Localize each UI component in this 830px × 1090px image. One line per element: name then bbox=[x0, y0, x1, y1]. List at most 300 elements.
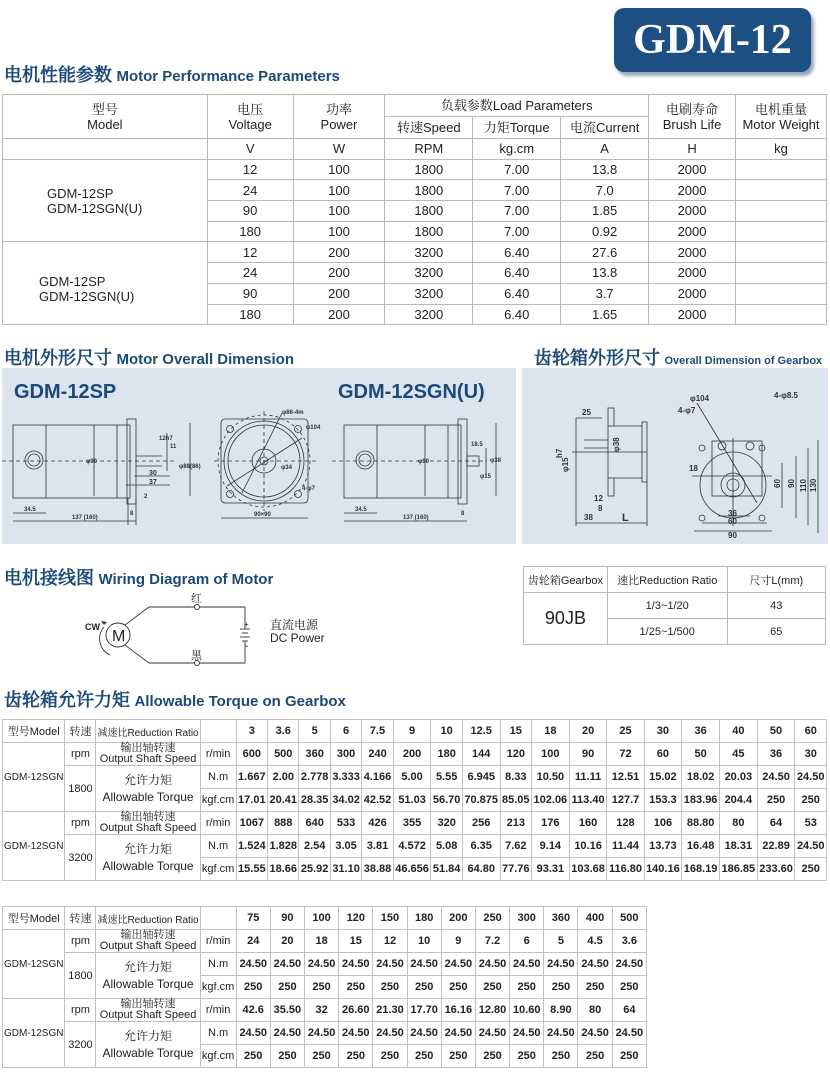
nm-cell: 11.11 bbox=[569, 766, 607, 789]
allowable-torque-label bbox=[96, 953, 200, 999]
units-empty bbox=[3, 139, 208, 160]
ratio-cell: 25 bbox=[607, 720, 644, 743]
rpm-label: rpm bbox=[65, 743, 96, 766]
value-cell: 7.00 bbox=[473, 159, 561, 180]
header-speed: 转速 bbox=[65, 907, 96, 930]
rmin-cell: 180 bbox=[431, 743, 462, 766]
kgf-cell: 25.92 bbox=[299, 858, 330, 881]
torque-en: Allowable Torque bbox=[102, 789, 194, 804]
nm-cell: 24.50 bbox=[510, 1022, 544, 1045]
header-brush-en: Brush Life bbox=[662, 116, 722, 132]
performance-title bbox=[4, 61, 340, 87]
dim-front-5: 90×90 bbox=[254, 512, 271, 518]
unit-nm: N.m bbox=[200, 953, 236, 976]
rmin-cell: 80 bbox=[719, 812, 757, 835]
rmin-cell: 6 bbox=[510, 930, 544, 953]
nm-cell: 18.02 bbox=[682, 766, 720, 789]
gb-dim-11: 4-φ8.5 bbox=[774, 391, 798, 400]
dim-sp-10: φ90 bbox=[86, 459, 97, 465]
nm-cell: 24.50 bbox=[510, 953, 544, 976]
rmin-cell: 10.60 bbox=[510, 999, 544, 1022]
rpm-label: rpm bbox=[65, 812, 96, 835]
kgf-cell: 250 bbox=[612, 976, 646, 999]
rmin-cell: 256 bbox=[462, 812, 500, 835]
kgf-cell: 103.68 bbox=[569, 858, 607, 881]
rmin-cell: 50 bbox=[682, 743, 720, 766]
kgf-cell: 38.88 bbox=[362, 858, 393, 881]
nm-cell: 5.08 bbox=[431, 835, 462, 858]
rmin-cell: 12 bbox=[373, 930, 407, 953]
rmin-cell: 17.70 bbox=[407, 999, 441, 1022]
input-speed: 3200 bbox=[65, 835, 96, 881]
torque-cn: 允许力矩 bbox=[124, 772, 173, 787]
dim-sgn-1: 34.5 bbox=[355, 507, 367, 513]
kgf-cell: 250 bbox=[544, 976, 578, 999]
speed-row bbox=[3, 930, 647, 953]
value-cell: 100 bbox=[293, 221, 385, 242]
performance-title-cn: 电机性能参数 bbox=[4, 65, 112, 85]
nm-cell: 2.54 bbox=[299, 835, 330, 858]
wiring-title-cn: 电机接线图 bbox=[4, 568, 94, 588]
value-cell: 0.92 bbox=[561, 221, 649, 242]
value-cell: 7.00 bbox=[473, 221, 561, 242]
kgf-cell: 250 bbox=[339, 976, 373, 999]
gbox-model: 90JB bbox=[524, 593, 608, 645]
torque-cn: 允许力矩 bbox=[124, 1028, 173, 1043]
value-cell: 200 bbox=[293, 242, 385, 263]
kgf-cell: 250 bbox=[612, 1045, 646, 1068]
unit-nm: N.m bbox=[200, 766, 236, 789]
gb-dim-3: φ15 bbox=[561, 457, 570, 472]
model-name: GDM-12SP bbox=[39, 274, 106, 290]
header-current: 电流Current bbox=[561, 117, 649, 139]
value-cell: 6.40 bbox=[473, 304, 561, 325]
nm-cell: 1.667 bbox=[236, 766, 267, 789]
model-name: GDM-12SGN(U) bbox=[47, 200, 143, 216]
unit-kgf: kgf.cm bbox=[200, 976, 236, 999]
value-cell bbox=[735, 283, 826, 304]
rmin-cell: 240 bbox=[362, 743, 393, 766]
rmin-cell: 120 bbox=[500, 743, 531, 766]
ratio-cell: 12.5 bbox=[462, 720, 500, 743]
gb-dim-9: φ104 bbox=[690, 394, 710, 403]
nm-cell: 8.33 bbox=[500, 766, 531, 789]
header-torque: 力矩Torque bbox=[473, 117, 561, 139]
allowable-torque-label bbox=[96, 835, 200, 881]
kgf-cell: 250 bbox=[795, 858, 827, 881]
value-cell: 2000 bbox=[649, 263, 736, 284]
rpm-label: rpm bbox=[65, 930, 96, 953]
nm-cell: 3.05 bbox=[330, 835, 361, 858]
nm-cell: 24.50 bbox=[441, 953, 475, 976]
rmin-cell: 36 bbox=[757, 743, 795, 766]
ratio-cell: 360 bbox=[544, 907, 578, 930]
header-weight bbox=[735, 95, 826, 139]
nm-cell: 24.50 bbox=[236, 953, 270, 976]
header-model bbox=[3, 95, 208, 139]
header-power bbox=[293, 95, 385, 139]
nm-cell: 18.31 bbox=[719, 835, 757, 858]
kgf-cell: 250 bbox=[578, 1045, 612, 1068]
rmin-cell: 360 bbox=[299, 743, 330, 766]
header-ratio: 减速比Reduction Ratio bbox=[96, 720, 200, 743]
unit-cell: W bbox=[293, 139, 385, 160]
value-cell: 2000 bbox=[649, 201, 736, 222]
dim-sp-1: 34.5 bbox=[24, 507, 36, 513]
value-cell bbox=[735, 304, 826, 325]
ratio-cell: 75 bbox=[236, 907, 270, 930]
ratio-cell: 9 bbox=[393, 720, 431, 743]
gearbox-dimension-panel bbox=[522, 368, 828, 544]
ratio-cell: 500 bbox=[612, 907, 646, 930]
value-cell: 100 bbox=[293, 180, 385, 201]
output-shaft-speed-label bbox=[96, 999, 200, 1022]
nm-cell: 24.50 bbox=[407, 953, 441, 976]
gb-dim-10: 4-φ7 bbox=[678, 406, 696, 415]
rmin-cell: 16.16 bbox=[441, 999, 475, 1022]
model-name: GDM-12SGN(U) bbox=[39, 289, 135, 305]
kgf-cell: 250 bbox=[510, 1045, 544, 1068]
model-cell: GDM-12SGN bbox=[3, 999, 65, 1068]
dim-sgn-3: 8 bbox=[461, 511, 465, 517]
dim-sgn-5: φ15 bbox=[480, 474, 491, 480]
wiring-diagram bbox=[0, 585, 340, 675]
rmin-cell: 42.6 bbox=[236, 999, 270, 1022]
gbox-header-size: 尺寸L(mm) bbox=[727, 567, 825, 593]
unit-cell: H bbox=[649, 139, 736, 160]
output-en: Output Shaft Speed bbox=[99, 753, 197, 765]
value-cell: 1.65 bbox=[561, 304, 649, 325]
units-row bbox=[3, 139, 827, 160]
input-speed: 1800 bbox=[65, 953, 96, 999]
header-voltage-cn: 电压 bbox=[237, 101, 264, 117]
rmin-cell: 64 bbox=[757, 812, 795, 835]
rmin-cell: 15 bbox=[339, 930, 373, 953]
rmin-cell: 5 bbox=[544, 930, 578, 953]
rmin-cell: 30 bbox=[795, 743, 827, 766]
input-speed: 1800 bbox=[65, 766, 96, 812]
output-cn: 输出轴转速 bbox=[120, 742, 176, 754]
kgf-cell: 250 bbox=[270, 1045, 304, 1068]
kgf-cell: 15.55 bbox=[236, 858, 267, 881]
allowable-torque-label bbox=[96, 1022, 200, 1068]
ratio-cell: 7.5 bbox=[362, 720, 393, 743]
dim-front-4: 4-φ7 bbox=[302, 486, 315, 492]
nm-cell: 9.14 bbox=[532, 835, 570, 858]
wiring-title-en: Wiring Diagram of Motor bbox=[98, 571, 274, 588]
nm-cell: 16.48 bbox=[682, 835, 720, 858]
nm-cell: 1.524 bbox=[236, 835, 267, 858]
header-weight-cn: 电机重量 bbox=[754, 101, 807, 117]
value-cell: 1800 bbox=[385, 221, 473, 242]
kgf-cell: 250 bbox=[339, 1045, 373, 1068]
kgf-cell: 250 bbox=[304, 976, 338, 999]
unit-rmin: r/min bbox=[200, 930, 236, 953]
nm-cell: 24.50 bbox=[407, 1022, 441, 1045]
rmin-cell: 53 bbox=[795, 812, 827, 835]
value-cell: 90 bbox=[207, 283, 293, 304]
kgf-cell: 51.84 bbox=[431, 858, 462, 881]
ratio-cell: 150 bbox=[373, 907, 407, 930]
nm-cell: 24.50 bbox=[612, 953, 646, 976]
kgf-cell: 153.3 bbox=[644, 789, 682, 812]
rmin-cell: 8.90 bbox=[544, 999, 578, 1022]
value-cell bbox=[735, 221, 826, 242]
rmin-cell: 160 bbox=[569, 812, 607, 835]
rmin-cell: 18 bbox=[304, 930, 338, 953]
value-cell: 12 bbox=[207, 242, 293, 263]
motor-dimension-title-cn: 电机外形尺寸 bbox=[4, 348, 112, 368]
motor-label: M bbox=[112, 628, 126, 645]
dc-power-en: DC Power bbox=[270, 631, 325, 645]
value-cell: 7.00 bbox=[473, 180, 561, 201]
kgf-cell: 34.02 bbox=[330, 789, 361, 812]
gb-dim-14: 90 bbox=[787, 479, 796, 488]
rmin-cell: 888 bbox=[268, 812, 299, 835]
front-view bbox=[214, 411, 317, 518]
value-cell: 13.8 bbox=[561, 159, 649, 180]
value-cell: 2000 bbox=[649, 159, 736, 180]
value-cell: 2000 bbox=[649, 304, 736, 325]
kgf-cell: 250 bbox=[236, 976, 270, 999]
dim-sgn-7: φ90 bbox=[418, 459, 429, 465]
ratio-cell: 20 bbox=[569, 720, 607, 743]
value-cell: 1.85 bbox=[561, 201, 649, 222]
nm-cell: 10.50 bbox=[532, 766, 570, 789]
performance-title-en: Motor Performance Parameters bbox=[116, 68, 340, 85]
gb-dim-12: 18 bbox=[689, 464, 698, 473]
value-cell: 12 bbox=[207, 159, 293, 180]
speed-row bbox=[3, 999, 647, 1022]
header-voltage-en: Voltage bbox=[228, 116, 272, 132]
kgf-cell: 85.05 bbox=[500, 789, 531, 812]
gearbox-dimension-title bbox=[534, 344, 822, 370]
kgf-cell: 250 bbox=[236, 1045, 270, 1068]
unit-kgf: kgf.cm bbox=[200, 1045, 236, 1068]
performance-row bbox=[3, 159, 827, 180]
unit-cell: kg bbox=[735, 139, 826, 160]
kgf-cell: 102.06 bbox=[532, 789, 570, 812]
red-terminal bbox=[195, 605, 200, 610]
gearbox-dimension-drawing bbox=[522, 368, 828, 544]
kgf-cell: 70.875 bbox=[462, 789, 500, 812]
gbox-header-gearbox: 齿轮箱Gearbox bbox=[524, 567, 608, 593]
nm-cell: 4.166 bbox=[362, 766, 393, 789]
ratio-cell: 180 bbox=[407, 907, 441, 930]
value-cell bbox=[735, 180, 826, 201]
motor-dimension-title-en: Motor Overall Dimension bbox=[116, 351, 294, 368]
value-cell: 24 bbox=[207, 263, 293, 284]
value-cell: 3.7 bbox=[561, 283, 649, 304]
nm-cell: 24.50 bbox=[475, 953, 509, 976]
header-model: 型号Model bbox=[3, 907, 65, 930]
nm-cell: 24.50 bbox=[757, 766, 795, 789]
unit-nm: N.m bbox=[200, 835, 236, 858]
output-cn: 输出轴转速 bbox=[120, 998, 176, 1010]
dim-front-1: φ86-4m bbox=[282, 410, 304, 416]
rmin-cell: 1067 bbox=[236, 812, 267, 835]
ratio-cell: 120 bbox=[339, 907, 373, 930]
ratio-cell: 18 bbox=[532, 720, 570, 743]
gbox-size-1: 43 bbox=[727, 593, 825, 619]
nm-cell: 22.89 bbox=[757, 835, 795, 858]
value-cell: 2000 bbox=[649, 221, 736, 242]
input-speed: 3200 bbox=[65, 1022, 96, 1068]
rpm-label: rpm bbox=[65, 999, 96, 1022]
value-cell bbox=[735, 159, 826, 180]
kgf-cell: 186.85 bbox=[719, 858, 757, 881]
dim-sp-6: 37 bbox=[149, 479, 157, 486]
value-cell: 2000 bbox=[649, 242, 736, 263]
torque-header-row bbox=[3, 720, 827, 743]
kgf-cell: 250 bbox=[270, 976, 304, 999]
speed-row bbox=[3, 812, 827, 835]
rmin-cell: 300 bbox=[330, 743, 361, 766]
gearbox-table bbox=[523, 566, 826, 645]
value-cell: 24 bbox=[207, 180, 293, 201]
nm-cell: 24.50 bbox=[612, 1022, 646, 1045]
nm-cell: 24.50 bbox=[795, 835, 827, 858]
allowable-torque-label bbox=[96, 766, 200, 812]
kgf-cell: 250 bbox=[757, 789, 795, 812]
nm-cell: 5.00 bbox=[393, 766, 431, 789]
rmin-cell: 21.30 bbox=[373, 999, 407, 1022]
torque-nm-row bbox=[3, 953, 647, 976]
ratio-cell: 300 bbox=[510, 907, 544, 930]
rmin-cell: 200 bbox=[393, 743, 431, 766]
header-brush-cn: 电刷寿命 bbox=[666, 101, 719, 117]
dim-sp-9: φ88(86) bbox=[179, 464, 201, 470]
kgf-cell: 250 bbox=[578, 976, 612, 999]
value-cell: 3200 bbox=[385, 304, 473, 325]
kgf-cell: 17.01 bbox=[236, 789, 267, 812]
speed-row bbox=[3, 743, 827, 766]
gearbox-front-view bbox=[692, 403, 818, 533]
kgf-cell: 31.10 bbox=[330, 858, 361, 881]
plus-label: + bbox=[244, 620, 249, 629]
ratio-cell: 100 bbox=[304, 907, 338, 930]
output-cn: 输出轴转速 bbox=[120, 929, 176, 941]
unit-kgf: kgf.cm bbox=[200, 789, 236, 812]
rmin-cell: 4.5 bbox=[578, 930, 612, 953]
gearbox-dimension-title-en: Overall Dimension of Gearbox bbox=[664, 355, 823, 367]
output-cn: 输出轴转速 bbox=[120, 811, 176, 823]
rmin-cell: 500 bbox=[268, 743, 299, 766]
cw-label: CW bbox=[85, 622, 100, 632]
gb-dim-5: 12 bbox=[594, 494, 603, 503]
rmin-cell: 640 bbox=[299, 812, 330, 835]
nm-cell: 12.51 bbox=[607, 766, 644, 789]
kgf-cell: 250 bbox=[407, 1045, 441, 1068]
gbox-size-2: 65 bbox=[727, 619, 825, 645]
kgf-cell: 46.656 bbox=[393, 858, 431, 881]
header-ratio: 减速比Reduction Ratio bbox=[96, 907, 200, 930]
gb-dim-4: φ38 bbox=[612, 437, 621, 452]
kgf-cell: 51.03 bbox=[393, 789, 431, 812]
gb-dim-2: h7 bbox=[555, 448, 564, 458]
nm-cell: 24.50 bbox=[578, 953, 612, 976]
gb-dim-17: 36 bbox=[728, 509, 737, 518]
rmin-cell: 26.60 bbox=[339, 999, 373, 1022]
torque-nm-row bbox=[3, 766, 827, 789]
gb-dim-6: 8 bbox=[598, 504, 603, 513]
gearbox-dimension-title-cn: 齿轮箱外形尺寸 bbox=[534, 348, 660, 368]
value-cell: 200 bbox=[293, 304, 385, 325]
header-blank bbox=[200, 720, 236, 743]
nm-cell: 24.50 bbox=[373, 1022, 407, 1045]
dim-sp-3: 8 bbox=[130, 511, 134, 517]
value-cell: 180 bbox=[207, 221, 293, 242]
kgf-cell: 77.76 bbox=[500, 858, 531, 881]
nm-cell: 5.55 bbox=[431, 766, 462, 789]
header-power-cn: 功率 bbox=[325, 101, 352, 117]
kgf-cell: 42.52 bbox=[362, 789, 393, 812]
torque-table-2 bbox=[2, 906, 647, 1068]
kgf-cell: 250 bbox=[510, 976, 544, 999]
kgf-cell: 250 bbox=[544, 1045, 578, 1068]
rmin-cell: 7.2 bbox=[475, 930, 509, 953]
nm-cell: 15.02 bbox=[644, 766, 682, 789]
black-label: 黑 bbox=[191, 650, 202, 662]
performance-table bbox=[2, 94, 827, 325]
label-sgn: GDM-12SGN(U) bbox=[338, 381, 485, 403]
torque-table-1 bbox=[2, 719, 827, 881]
rmin-cell: 213 bbox=[500, 812, 531, 835]
gb-dim-1: 25 bbox=[582, 408, 591, 417]
rmin-cell: 3.6 bbox=[612, 930, 646, 953]
header-speed: 转速 bbox=[65, 720, 96, 743]
rotation-arrow bbox=[100, 627, 110, 655]
rmin-cell: 64 bbox=[612, 999, 646, 1022]
torque-title-cn: 齿轮箱允许力矩 bbox=[4, 690, 130, 710]
value-cell: 1800 bbox=[385, 180, 473, 201]
dim-sgn-4: 18.5 bbox=[471, 442, 483, 448]
kgf-cell: 233.60 bbox=[757, 858, 795, 881]
torque-title bbox=[4, 686, 346, 712]
motor-dimension-drawing bbox=[2, 368, 516, 544]
model-cell bbox=[3, 242, 208, 325]
rmin-cell: 12.80 bbox=[475, 999, 509, 1022]
kgf-cell: 18.66 bbox=[268, 858, 299, 881]
value-cell: 7.0 bbox=[561, 180, 649, 201]
model-cell bbox=[3, 159, 208, 242]
kgf-cell: 250 bbox=[373, 1045, 407, 1068]
value-cell: 100 bbox=[293, 159, 385, 180]
header-speed: 转速Speed bbox=[385, 117, 473, 139]
rmin-cell: 45 bbox=[719, 743, 757, 766]
torque-title-en: Allowable Torque on Gearbox bbox=[134, 693, 346, 710]
rmin-cell: 176 bbox=[532, 812, 570, 835]
gbox-ratio-2: 1/25~1/500 bbox=[607, 619, 727, 645]
nm-cell: 24.50 bbox=[795, 766, 827, 789]
dim-sp-5: 30 bbox=[149, 470, 157, 477]
kgf-cell: 116.80 bbox=[607, 858, 644, 881]
header-voltage bbox=[207, 95, 293, 139]
torque-nm-row bbox=[3, 835, 827, 858]
kgf-cell: 250 bbox=[373, 976, 407, 999]
nm-cell: 24.50 bbox=[270, 1022, 304, 1045]
output-shaft-speed-label bbox=[96, 812, 200, 835]
value-cell: 200 bbox=[293, 263, 385, 284]
value-cell: 6.40 bbox=[473, 263, 561, 284]
kgf-cell: 56.70 bbox=[431, 789, 462, 812]
ratio-cell: 200 bbox=[441, 907, 475, 930]
nm-cell: 24.50 bbox=[339, 1022, 373, 1045]
rmin-cell: 35.50 bbox=[270, 999, 304, 1022]
kgf-cell: 250 bbox=[441, 1045, 475, 1068]
torque-cn: 允许力矩 bbox=[124, 841, 173, 856]
gbox-header-ratio: 速比Reduction Ratio bbox=[607, 567, 727, 593]
